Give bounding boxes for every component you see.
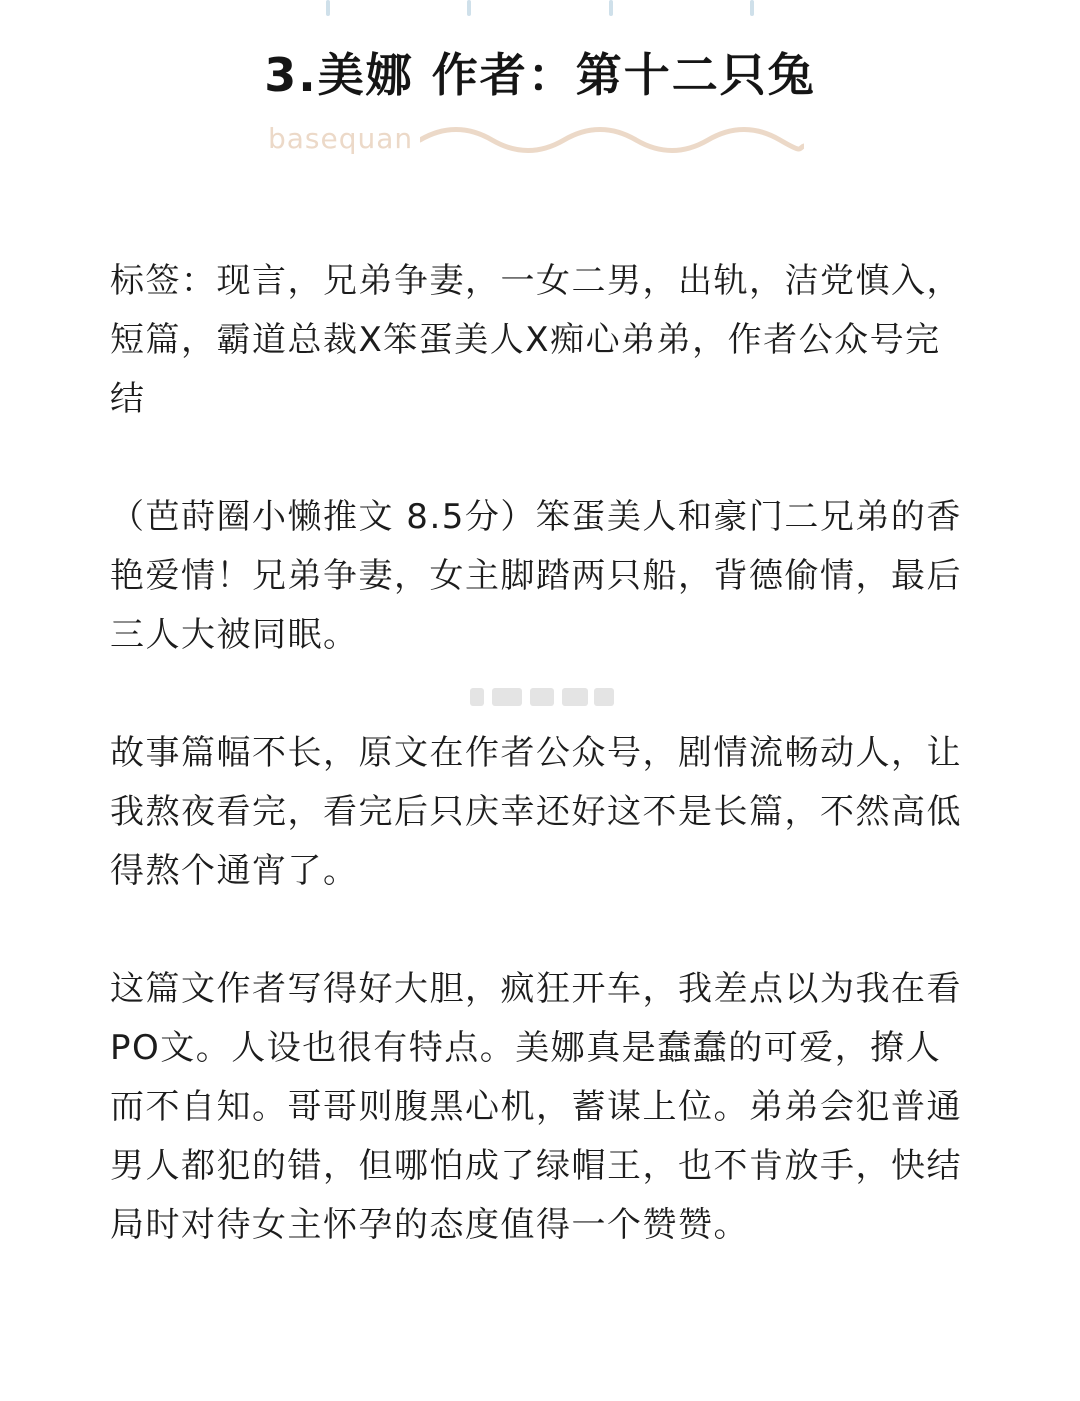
page-title: 3.美娜 作者：第十二只兔: [264, 48, 816, 102]
article-body: [110, 252, 970, 1255]
placeholder-block: [562, 688, 588, 706]
placeholder-block: [530, 688, 554, 706]
decoration-tick: [326, 0, 330, 16]
watermark-text: basequan: [268, 122, 414, 155]
watermark: [268, 118, 808, 164]
comment-paragraph: 这篇文作者写得好大胆，疯狂开车，我差点以为我在看PO文。人设也很有特点。美娜真是蠢蠢的可爱，撩人而不自知。哥哥则腹黑心机，蓄谋上位。弟弟会犯普通男人都犯的错，但哪怕成了绿帽王，也不肯放手，快结局时对待女主怀孕的态度值得一个赞赞。: [110, 969, 962, 1245]
image-placeholder-separator: [470, 684, 620, 710]
decoration-tick: [609, 0, 613, 16]
top-decoration: [0, 0, 1080, 18]
placeholder-block: [594, 688, 614, 706]
placeholder-block: [470, 688, 484, 706]
decoration-tick: [750, 0, 754, 16]
wave-decoration-icon: [420, 120, 804, 160]
tags-paragraph: 标签：现言，兄弟争妻，一女二男，出轨，洁党慎入，短篇，霸道总裁X笨蛋美人X痴心弟弟，作者公众号完结: [110, 261, 962, 419]
decoration-tick: [467, 0, 471, 16]
review-paragraph: 故事篇幅不长，原文在作者公众号，剧情流畅动人，让我熬夜看完，看完后只庆幸还好这不是长篇，不然高低得熬个通宵了。: [110, 733, 962, 891]
placeholder-block: [492, 688, 522, 706]
summary-paragraph: （芭莳圈小懒推文 8.5分）笨蛋美人和豪门二兄弟的香艳爱情！兄弟争妻，女主脚踏两只船，背德偷情，最后三人大被同眠。: [110, 497, 962, 655]
